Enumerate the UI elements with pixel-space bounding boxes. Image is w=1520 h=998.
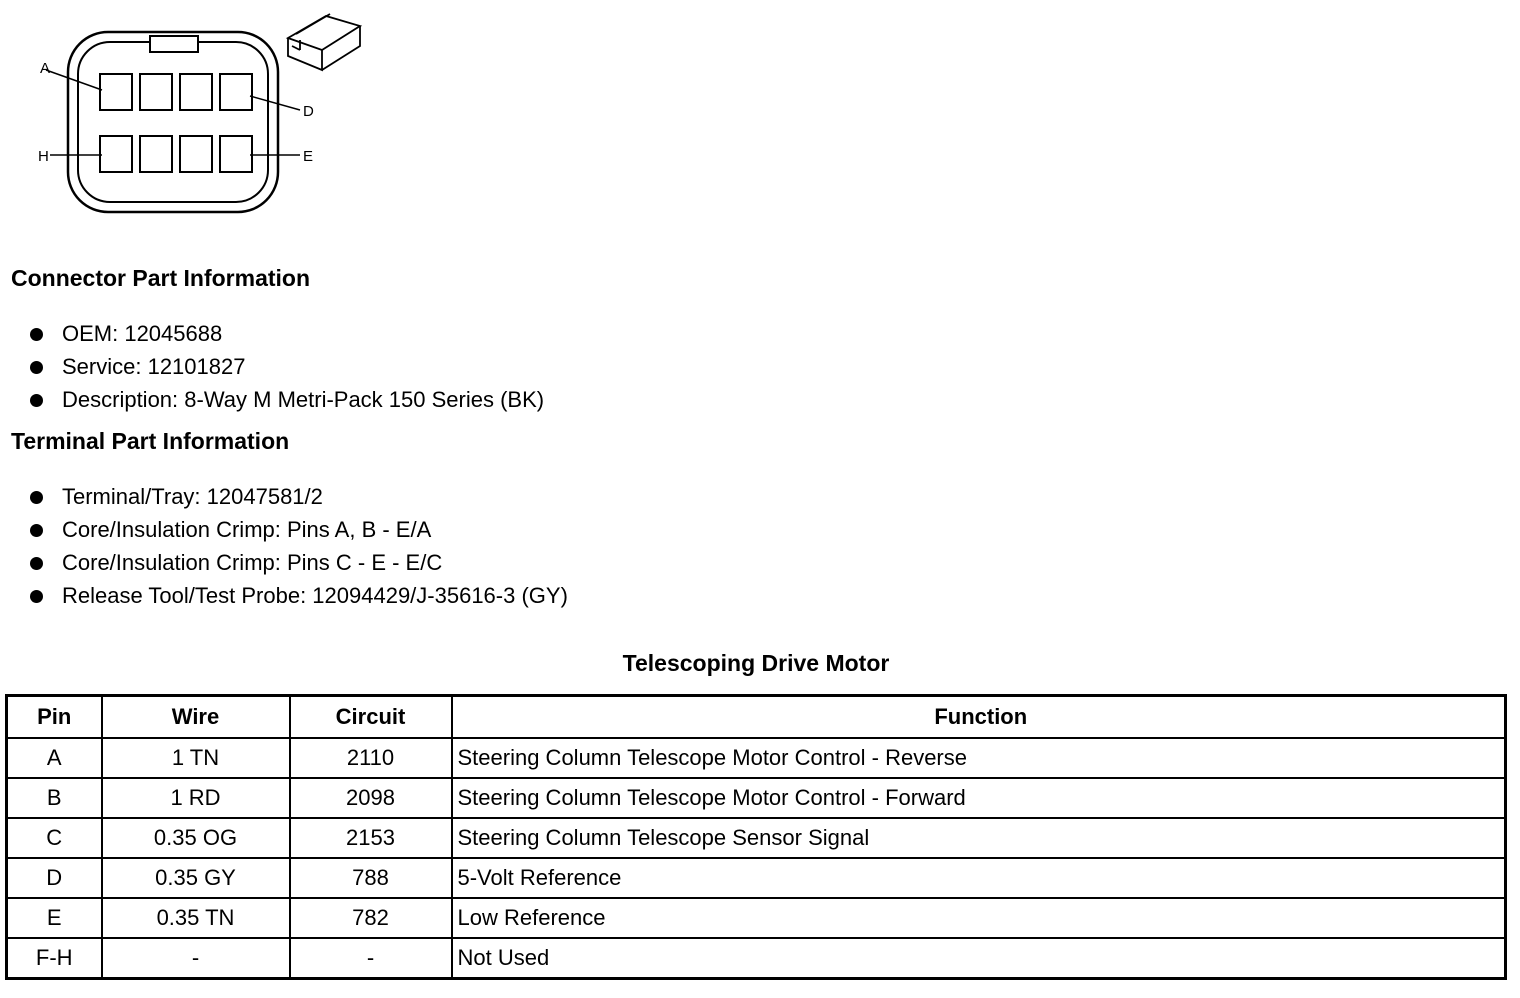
cell-function: Low Reference bbox=[452, 898, 1506, 938]
terminal-part-info-heading: Terminal Part Information bbox=[11, 428, 290, 454]
cavity-c bbox=[180, 74, 212, 110]
list-item-text: Core/Insulation Crimp: Pins A, B - E/A bbox=[62, 517, 432, 542]
table-header-row bbox=[7, 696, 1506, 739]
callout-line-a bbox=[46, 70, 102, 90]
column-header-circuit: Circuit bbox=[290, 696, 452, 739]
connector-part-info-list bbox=[28, 317, 544, 416]
cell-wire: - bbox=[102, 938, 290, 979]
cell-wire: 1 RD bbox=[102, 778, 290, 818]
terminal-part-info-list bbox=[28, 480, 568, 612]
list-item-text: OEM: 12045688 bbox=[62, 321, 223, 346]
pinout-table bbox=[5, 694, 1507, 980]
cell-wire: 0.35 OG bbox=[102, 818, 290, 858]
cavity-b bbox=[140, 74, 172, 110]
cell-circuit: 2153 bbox=[290, 818, 452, 858]
callout-line-d bbox=[250, 96, 300, 110]
cavity-f bbox=[180, 136, 212, 172]
cell-pin: F-H bbox=[7, 938, 102, 979]
bullet-icon bbox=[30, 394, 43, 407]
cavity-a bbox=[100, 74, 132, 110]
cell-wire: 0.35 TN bbox=[102, 898, 290, 938]
cell-function: Steering Column Telescope Sensor Signal bbox=[452, 818, 1506, 858]
callout-label-a: A bbox=[40, 60, 51, 77]
cell-pin: B bbox=[7, 778, 102, 818]
cell-circuit: 2110 bbox=[290, 738, 452, 778]
cell-circuit: - bbox=[290, 938, 452, 979]
callout-label-e: E bbox=[303, 148, 314, 165]
bullet-icon bbox=[30, 491, 43, 504]
table-row bbox=[7, 778, 1506, 818]
table-row bbox=[7, 738, 1506, 778]
table-row bbox=[7, 938, 1506, 979]
connector-part-info-heading: Connector Part Information bbox=[11, 265, 311, 291]
connector-housing-outer bbox=[68, 32, 278, 212]
cell-wire: 0.35 GY bbox=[102, 858, 290, 898]
connector-lock-tab bbox=[150, 36, 198, 52]
cell-pin: E bbox=[7, 898, 102, 938]
list-item bbox=[28, 350, 544, 383]
list-item-text: Description: 8-Way M Metri-Pack 150 Series (BK) bbox=[62, 387, 545, 412]
cell-circuit: 788 bbox=[290, 858, 452, 898]
cavity-h bbox=[100, 136, 132, 172]
bullet-icon bbox=[30, 328, 43, 341]
column-header-function: Function bbox=[452, 696, 1506, 739]
list-item-text: Release Tool/Test Probe: 12094429/J-35616-3 (GY) bbox=[62, 583, 568, 608]
callout-label-d: D bbox=[303, 103, 314, 120]
connector-housing-inner bbox=[78, 42, 268, 202]
cell-function: 5-Volt Reference bbox=[452, 858, 1506, 898]
table-row bbox=[7, 818, 1506, 858]
list-item bbox=[28, 480, 568, 513]
bullet-icon bbox=[30, 557, 43, 570]
list-item bbox=[28, 383, 544, 416]
cavity-g bbox=[140, 136, 172, 172]
list-item bbox=[28, 579, 568, 612]
cell-function: Not Used bbox=[452, 938, 1506, 979]
cell-function: Steering Column Telescope Motor Control - Forward bbox=[452, 778, 1506, 818]
cell-pin: D bbox=[7, 858, 102, 898]
cell-pin: C bbox=[7, 818, 102, 858]
bullet-icon bbox=[30, 361, 43, 374]
cell-circuit: 2098 bbox=[290, 778, 452, 818]
table-title: Telescoping Drive Motor bbox=[622, 650, 890, 676]
list-item-text: Terminal/Tray: 12047581/2 bbox=[62, 484, 323, 509]
list-item-text: Service: 12101827 bbox=[62, 354, 246, 379]
cell-function: Steering Column Telescope Motor Control - Reverse bbox=[452, 738, 1506, 778]
column-header-wire: Wire bbox=[102, 696, 290, 739]
connector-face-diagram bbox=[30, 10, 370, 220]
connector-isometric-icon bbox=[288, 10, 360, 70]
list-item bbox=[28, 317, 544, 350]
cell-wire: 1 TN bbox=[102, 738, 290, 778]
list-item bbox=[28, 513, 568, 546]
table-row bbox=[7, 858, 1506, 898]
cavity-d bbox=[220, 74, 252, 110]
cavity-e bbox=[220, 136, 252, 172]
cell-pin: A bbox=[7, 738, 102, 778]
bullet-icon bbox=[30, 524, 43, 537]
bullet-icon bbox=[30, 590, 43, 603]
cell-circuit: 782 bbox=[290, 898, 452, 938]
list-item-text: Core/Insulation Crimp: Pins C - E - E/C bbox=[62, 550, 443, 575]
table-row bbox=[7, 898, 1506, 938]
callout-label-h: H bbox=[38, 148, 49, 165]
column-header-pin: Pin bbox=[7, 696, 102, 739]
list-item bbox=[28, 546, 568, 579]
